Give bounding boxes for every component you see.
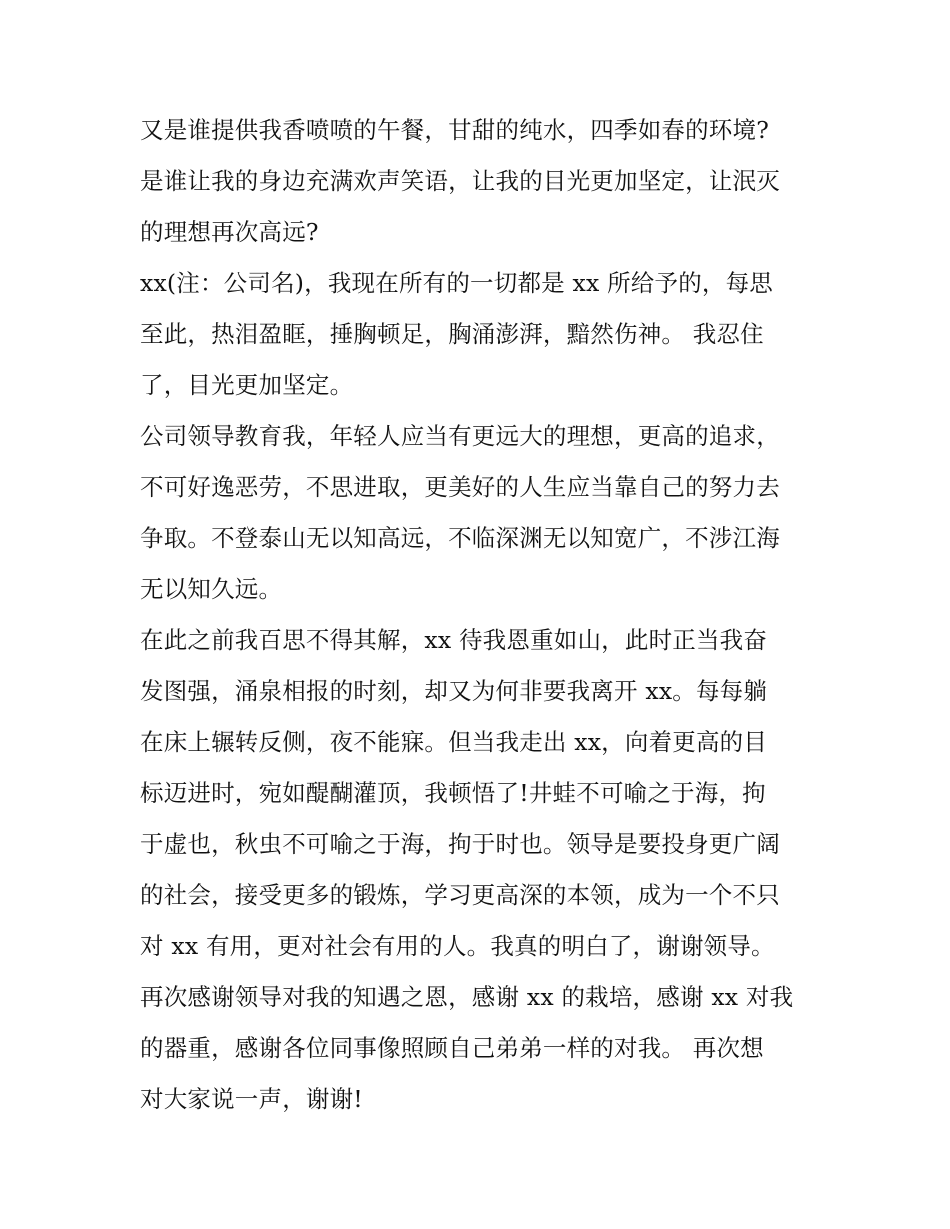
text-line: 至此，热泪盈眶，捶胸顿足，胸涌澎湃，黯然伤神。 我忍住 [140,320,764,348]
text-line: 无以知久远。 [140,575,283,603]
text-line: 对 xx 有用，更对社会有用的人。我真的明白了，谢谢领导。 [140,932,775,960]
text-line: 对大家说一声，谢谢! [140,1085,363,1113]
text-line: 发图强，涌泉相报的时刻，却又为何非要我离开 xx。每每躺 [140,677,768,705]
text-line: 不可好逸恶劳，不思进取，更美好的人生应当靠自己的努力去 [140,473,780,501]
text-line: 在床上辗转反侧，夜不能寐。但当我走出 xx，向着更高的目 [140,728,768,756]
text-line: 公司领导教育我，年轻人应当有更远大的理想，更高的追求， [140,422,780,450]
text-line: 的社会，接受更多的锻炼，学习更高深的本领，成为一个不只 [140,881,780,909]
text-line: 了，目光更加坚定。 [140,371,354,399]
text-line: 再次感谢领导对我的知遇之恩，感谢 xx 的栽培，感谢 xx 对我 [140,983,794,1011]
text-line: 于虚也，秋虫不可喻之于海，拘于时也。领导是要投身更广阔 [140,830,780,858]
text-line: 争取。不登泰山无以知高远，不临深渊无以知宽广，不涉江海 [140,524,780,552]
text-line: 的器重，感谢各位同事像照顾自己弟弟一样的对我。 再次想 [140,1034,764,1062]
document-body [140,105,815,1125]
text-line: 标迈进时，宛如醍醐灌顶，我顿悟了!井蛙不可喻之于海，拘 [140,779,766,807]
text-line: 是谁让我的身边充满欢声笑语，让我的目光更加坚定，让泯灭 [140,167,780,195]
text-line: xx(注：公司名)，我现在所有的一切都是 xx 所给予的，每思 [140,269,773,297]
text-line: 又是谁提供我香喷喷的午餐，甘甜的纯水，四季如春的环境? [140,116,769,144]
text-line: 在此之前我百思不得其解，xx 待我恩重如山，此时正当我奋 [140,626,768,654]
text-line: 的理想再次高远? [140,218,319,246]
